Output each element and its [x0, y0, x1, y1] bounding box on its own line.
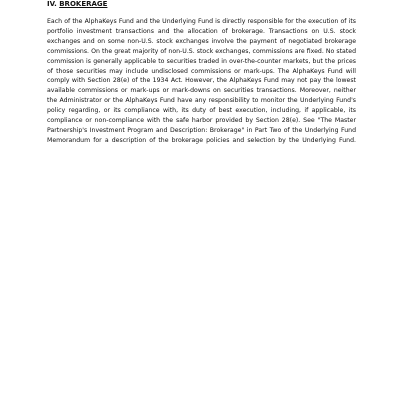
brokerage-paragraph: Each of the AlphaKeys Fund and the Underlying Fund is directly responsible for the execution of its portfolio investment transactions and the allocation of brokerage. Transactions on U.S. stock exchanges and on some non-U.S. stock exchanges involve the payment of negotiated brokerage commissions. On the great majority of non-U.S. stock exchanges, commissions are fixed. No stated commission is generally applicable to securities traded in over-the-counter markets, but the prices of those securities may include undisclosed commissions or mark-ups. The AlphaKeys Fund will comply with Section 28(e) of the 1934 Act. However, the AlphaKeys Fund may not pay the lowest available commissions or mark-ups or mark-downs on securities transactions. Moreover, neither the Administrator or the AlphaKeys Fund have any responsibility to monitor the Underlying Fund's policy regarding, or its compliance with, its duty of best execution, including, if applicable, its compliance or non-compliance with the safe harbor provided by Section 28(e). See "The Master Partnership's Investment Program and Description: Brokerage" in Part Two of the Underlying Fund Memorandum for a description of the brokerage policies and selection by the Underlying Fund.: [47, 18, 356, 144]
section-number: IV.: [47, 0, 57, 8]
document-page: [47, 0, 356, 146]
section-title: BROKERAGE: [59, 0, 108, 8]
section-heading: [47, 0, 356, 9]
